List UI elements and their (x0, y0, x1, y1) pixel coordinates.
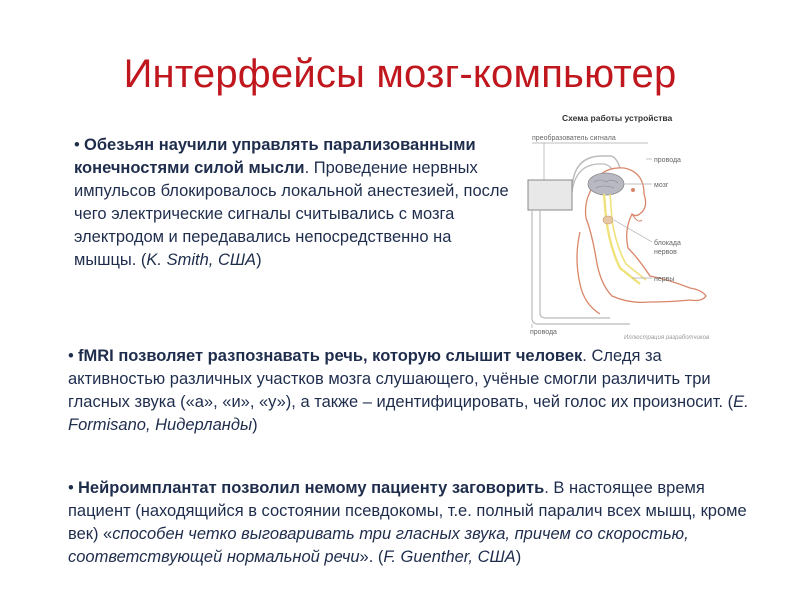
diagram-credit: Иллюстрация разработчиков (624, 335, 710, 340)
diagram-label-brain: мозг (654, 182, 669, 189)
slide-title: Интерфейсы мозг-компьютер (123, 52, 677, 96)
paragraph-neuroimplant-text: . В настоящее время пациент (находящийся в состоянии псевдокомы, т.е. полный паралич всех мышц, кроме век) « (68, 479, 747, 543)
paragraph-monkey-lead: Обезьян научили управлять парализованными конечностями силой мысли (74, 136, 476, 177)
diagram-label-converter: преобразователь сигнала (532, 135, 616, 142)
nerve-block (603, 216, 613, 224)
diagram-label-block2: нервов (654, 249, 677, 256)
paragraph-fmri-text: . Следя за активностью различных участков мозга слушающего, учёные смогли различить три гласных звука («а», «и», «у»), а также – идентифицировать, чей голос их произносит. ( (68, 347, 734, 411)
signal-converter-box (528, 180, 572, 210)
paragraph-neuroimplant-quote: способен четко выговаривать три гласных звука, причем со скоростью, соответствующей нормальной речи (68, 525, 689, 566)
paragraph-fmri-ref: E. Formisano, Нидерланды (68, 393, 749, 434)
diagram-label-block1: блокада (654, 240, 681, 247)
diagram-label-wires-bottom: провода (530, 329, 557, 336)
paragraph-neuroimplant-ref: F. Guenther, США (383, 548, 516, 566)
paragraph-fmri-end: ) (252, 416, 258, 434)
paragraph-monkey-text: . Проведение нервных импульсов блокировалось локальной анестезией, после чего электрические сигналы считывались с мозга электродом и передавались непосредственно на мышцы. ( (74, 159, 509, 269)
paragraph-fmri-lead: fMRI позволяет разпознавать речь, которую слышит человек (78, 347, 583, 365)
paragraph-neuroimplant-end: ) (515, 548, 522, 566)
diagram-title: Схема работы устройства (562, 113, 673, 123)
paragraph-neuroimplant (68, 477, 768, 569)
paragraph-fmri (68, 345, 758, 437)
paragraph-neuroimplant-lead: Нейроимплантат позволил немому пациенту заговорить (78, 479, 545, 497)
device-diagram (520, 108, 720, 340)
paragraph-monkey-end: ) (256, 251, 262, 269)
diagram-label-nerves: нервы (654, 276, 675, 283)
bullet: • (68, 347, 74, 365)
brain-icon (588, 173, 624, 195)
bullet: • (74, 136, 80, 154)
bullet: • (68, 479, 74, 497)
paragraph-monkey (74, 134, 514, 272)
diagram-label-wires-top: провода (654, 157, 681, 164)
paragraph-neuroimplant-mid: ». ( (359, 548, 384, 566)
paragraph-monkey-ref: K. Smith, США (146, 251, 257, 269)
